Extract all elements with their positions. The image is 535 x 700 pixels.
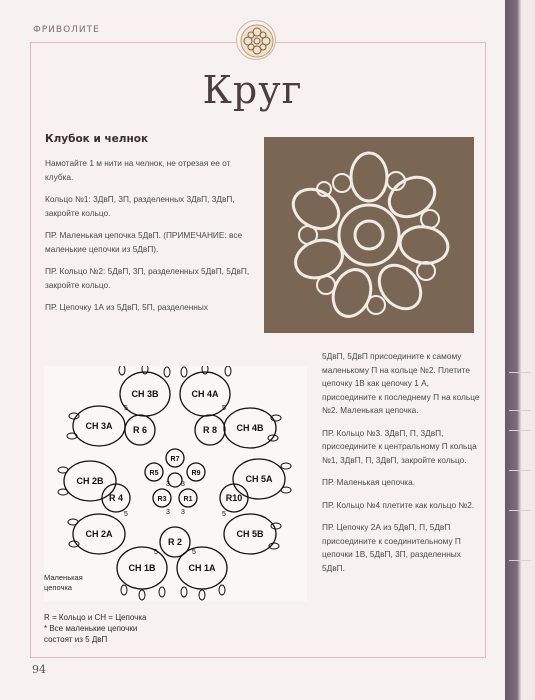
ring-label: R9	[191, 470, 201, 477]
instruction-paragraph: ПР. Маленькая цепочка 5ДвП. (ПРИМЕЧАНИЕ: все маленькие цепочки из 5ДвП).	[45, 230, 243, 254]
ring-label: R10	[225, 493, 243, 503]
instructions-right-column	[322, 350, 480, 584]
chain-label: CH 3A	[85, 421, 113, 431]
stitch-count: 3	[181, 509, 185, 516]
stitch-count: 5	[124, 405, 128, 412]
tatted-doily-photo	[264, 137, 474, 333]
chain-label: CH 1A	[188, 563, 216, 573]
instruction-paragraph: ПР. Кольцо №3. 3ДвП, П, 3ДвП, присоедините к центральному П кольца №1, 3ДвП, П, 3ДвП, закройте кольцо.	[322, 427, 477, 465]
stitch-count: 5	[222, 405, 226, 412]
chain-label: CH 5B	[236, 529, 264, 539]
chain-label: CH 2B	[76, 476, 104, 486]
diagram-legend	[44, 612, 146, 645]
legend-line: * Все маленькие цепочки	[44, 624, 138, 633]
instruction-paragraph: ПР. Цепочку 2А из 5ДвП, П, 5ДвП присоедините к соединительному П цепочки 1В, 5ДвП, 3П, разделенных 5ДвП.	[322, 522, 461, 573]
small-chain-label	[44, 573, 83, 593]
chain-label: CH 1B	[128, 563, 156, 573]
lace-medallion-icon	[236, 20, 276, 60]
ring-label: R 4	[108, 493, 124, 503]
stitch-count: 5	[192, 549, 196, 556]
instruction-paragraph: ПР. Кольцо №4 плетите как кольцо №2.	[322, 499, 475, 510]
ring-label: R1	[183, 496, 193, 503]
pattern-diagram	[44, 366, 307, 601]
chain-label: CH 4A	[191, 389, 219, 399]
chain-label: CH 4B	[236, 423, 264, 433]
page-title: Круг	[202, 68, 303, 112]
instruction-paragraph: Кольцо №1: 3ДвП, 3П, разделенных 3ДвП, 3ДвП, закройте кольцо.	[45, 194, 235, 218]
chain-label: CH 5A	[245, 474, 273, 484]
small-chain-label-line: Маленькая	[44, 573, 83, 582]
legend-line: R = Кольцо и CH = Цепочка	[44, 613, 147, 622]
stitch-count: 5	[222, 511, 226, 518]
instruction-paragraph: Намотайте 1 м нити на челнок, не отрезая ее от клубка.	[45, 158, 231, 182]
instruction-paragraph: ПР. Кольцо №2: 5ДвП, 3П, разделенных 5ДвП, 5ДвП, закройте кольцо.	[45, 266, 250, 290]
instruction-paragraph: ПР. Маленькая цепочка.	[322, 477, 415, 487]
section-label: ФРИВОЛИТЕ	[33, 25, 100, 35]
page-number: 94	[32, 663, 46, 676]
ring-label: R7	[170, 456, 180, 463]
small-chain-label-line: цепочка	[44, 583, 72, 592]
ring-label: R 2	[167, 537, 183, 547]
facing-page-edge	[505, 0, 535, 700]
instruction-paragraph: ПР. Цепочку 1А из 5ДвП, 5П, разделенных	[45, 302, 208, 312]
stitch-count: 3	[166, 481, 170, 488]
ring-label: R5	[149, 470, 159, 477]
stitch-count: 5	[124, 511, 128, 518]
ring-label: R3	[157, 496, 167, 503]
stitch-count: 5	[154, 549, 158, 556]
instructions-left-column	[45, 157, 250, 324]
materials-subhead: Клубок и челнок	[45, 133, 149, 145]
chain-label: CH 3B	[131, 389, 159, 399]
chain-label: CH 2A	[85, 529, 113, 539]
stitch-count: 3	[181, 481, 185, 488]
ring-label: R 8	[202, 425, 218, 435]
instruction-paragraph: 5ДвП, 5ДвП присоедините к самому маленькому П на кольце №2. Плетите цепочку 1В как цепочку 1 А, присоедините к последнему П на кольце №2. Маленькая цепочка.	[322, 351, 480, 415]
stitch-count: 3	[166, 509, 170, 516]
legend-line: состоят из 5 ДвП	[44, 635, 108, 644]
ring-label: R 6	[132, 425, 148, 435]
